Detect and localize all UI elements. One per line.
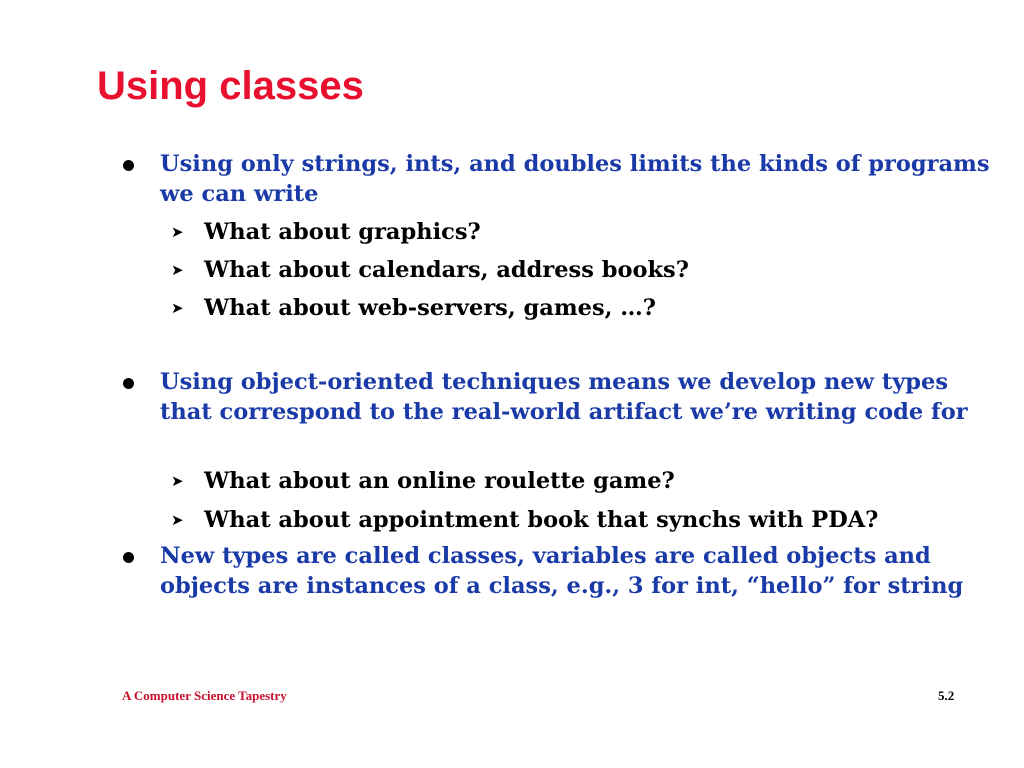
bullet-2-text: Using object-oriented techniques means we develop new types that correspond to the real-world artifact we’re writing code for [160,369,968,425]
slide-title: Using classes [97,64,364,108]
arrowhead-icon: ➤ [171,472,184,490]
arrowhead-icon: ➤ [171,511,184,529]
sub-bullet-1-1 [171,217,984,247]
sub-bullet-2-2-text: What about appointment book that synchs with PDA? [204,507,879,533]
footer-course-title: A Computer Science Tapestry [122,688,287,703]
bullet-3 [160,541,990,601]
arrowhead-icon: ➤ [171,299,184,317]
sub-bullet-1-2-text: What about calendars, address books? [204,257,689,283]
sub-bullet-1-2 [171,255,984,285]
sub-bullet-1-3 [171,293,984,323]
bullet-dot-icon [123,378,134,389]
bullet-3-text: New types are called classes, variables are called objects and objects are instances of a class, e.g., 3 for int, “hello” for string [160,543,964,599]
bullet-dot-icon [123,552,134,563]
sub-bullet-1-1-text: What about graphics? [204,219,481,245]
bullet-1-text: Using only strings, ints, and doubles limits the kinds of programs we can write [160,151,990,207]
footer-slide-number: 5.2 [938,688,955,703]
sub-bullet-2-1 [171,466,984,496]
sub-bullet-1-3-text: What about web-servers, games, …? [204,295,656,321]
sub-bullet-2-1-text: What about an online roulette game? [204,468,675,494]
bullet-dot-icon [123,160,134,171]
sub-bullet-2-2 [171,505,984,535]
arrowhead-icon: ➤ [171,223,184,241]
bullet-1 [160,149,990,209]
arrowhead-icon: ➤ [171,261,184,279]
bullet-2 [160,367,990,427]
